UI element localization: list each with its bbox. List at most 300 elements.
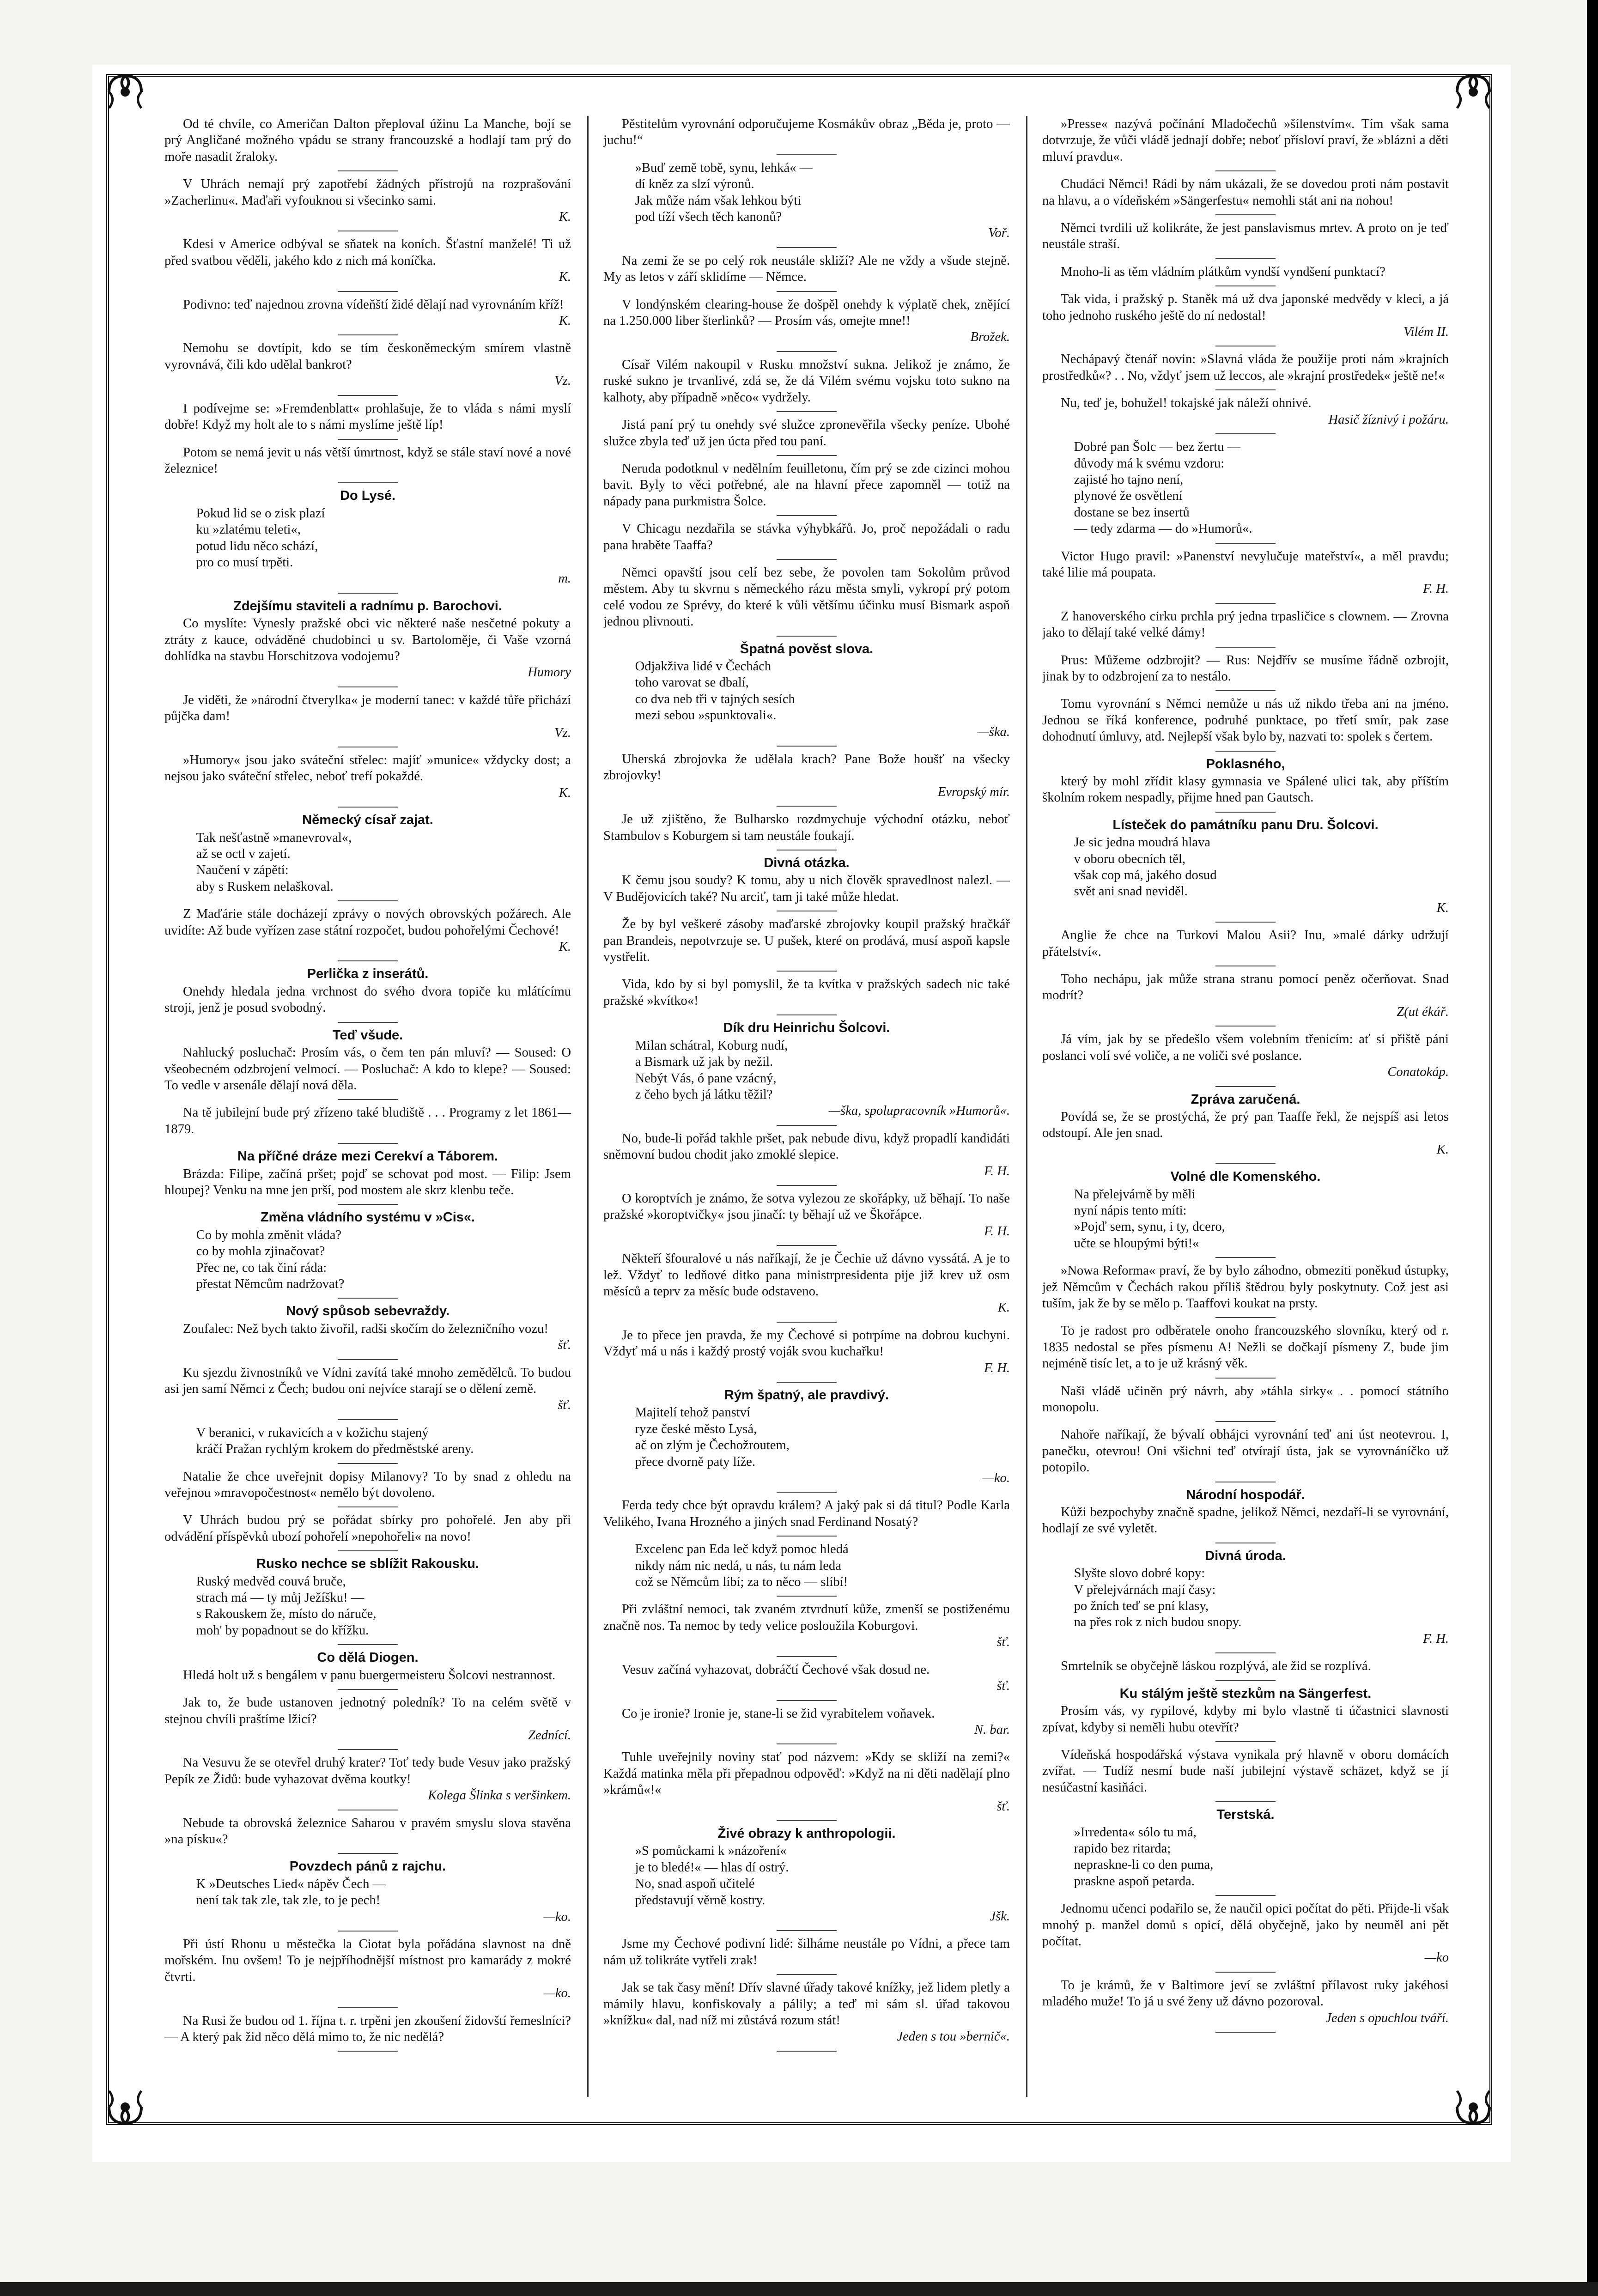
item-text: Brázda: Filipe, začíná pršet; pojď se schovat pod most. — Filip: Jsem hloupej? Venku na mne jen prší, pod mostem ale skrz klenbu teče. xyxy=(164,1166,571,1197)
item-separator xyxy=(777,1322,837,1323)
item-separator xyxy=(777,559,837,560)
item-separator xyxy=(777,1820,837,1821)
article-heading: Změna vládního systému v »Cis«. xyxy=(260,1210,475,1225)
news-item xyxy=(1042,696,1449,745)
news-item xyxy=(603,461,1010,510)
verse-line: No, snad aspoň učitelé xyxy=(635,1877,755,1891)
item-text: Jistá paní prý tu onehdy své služce zpronevěřila všecky peníze. Ubohé služce zbyla teď už jen úcta před tou paní. xyxy=(603,418,1010,449)
item-text: Kdesi v Americe odbýval se sňatek na koních. Šťastní manželé! Ti už před svatbou věděli, jakého kdo z nich má koníčka. xyxy=(164,237,571,268)
item-text: Já vím, jak by se předešlo všem volebním třenicím: ať si přiště páni poslanci volí své voliče, a ne voliči své poslance. xyxy=(1042,1032,1449,1063)
news-item xyxy=(603,751,1010,800)
column-2 xyxy=(603,116,1010,2097)
item-separator xyxy=(1215,543,1276,544)
item-signature: šť. xyxy=(558,1338,571,1353)
item-separator xyxy=(338,1749,398,1750)
article-heading: Nový spůsob sebevraždy. xyxy=(286,1304,450,1319)
verse-line: představují věrně kostry. xyxy=(635,1893,766,1907)
verse-item xyxy=(164,1876,571,1925)
item-text: Nahoře naříkají, že bývalí obhájci vyrovnání teď ani úst neotevrou. I, panečku, otevrou! Oni všichni teď otvírají ústa, jak se vyrovnáníčko už potopilo. xyxy=(1042,1427,1449,1475)
verse-line: až se octl v zajetí. xyxy=(196,847,291,862)
verse-line: mezi sebou »spunktovali«. xyxy=(635,708,777,723)
item-separator xyxy=(777,351,837,352)
item-separator xyxy=(1215,1026,1276,1027)
item-text: Vídeňská hospodářská výstava vynikala prý hlavně v oboru domácích zvířat. — Tudíž nesmí bude naší jubilejní výstavě schäzet, když se jí nesúčastní kasiňáci. xyxy=(1042,1747,1449,1795)
verse-line: ryze české město Lysá, xyxy=(635,1421,757,1436)
news-item xyxy=(164,984,571,1016)
news-item xyxy=(1042,608,1449,641)
item-text: Naši vládě učiněn prý návrh, aby »táhla sirky« . . pomocí státního monopolu. xyxy=(1042,1384,1449,1415)
item-signature: F. H. xyxy=(1423,1631,1449,1646)
item-text: V Chicagu nezdařila se stávka výhybkářů. Jo, proč nepožádali o radu pana hraběte Taaffa? xyxy=(603,522,1010,553)
item-separator xyxy=(1215,1680,1276,1681)
item-separator xyxy=(1215,433,1276,434)
item-text: Tomu vyrovnání s Němci nemůže u nás už nikdo třeba ani na jméno. Jednou se říká konference, podruhé punktace, po třetí smír, pak zase dohodnutí úmluvy, atd. Nejlepší však bylo by, nazvati to: spolek s čertem. xyxy=(1042,697,1449,744)
news-item xyxy=(1042,773,1449,806)
article-heading: Divná otázka. xyxy=(764,856,850,871)
verse-line: Na přelejvárně by měli xyxy=(1074,1187,1196,1202)
verse-line: důvody má k svému vzdoru: xyxy=(1074,456,1225,471)
news-item xyxy=(164,1512,571,1545)
item-signature: —ko. xyxy=(543,1986,571,2001)
verse-line: na přes rok z nich budou snopy. xyxy=(1074,1615,1242,1630)
column-rule xyxy=(1026,116,1027,2097)
scan-edge-bottom xyxy=(0,2282,1598,2296)
item-text: Němci opavští jsou celí bez sebe, že povolen tam Sokolům průvod městem. Aby tu skvrnu s německého rázu města smyli, vykropí prý potom celé vodou ze Sprévy, do které k vůli většímu účinku musí Bismark aspoň jednou plivnouti. xyxy=(603,565,1010,629)
item-signature: Conatokáp. xyxy=(1387,1065,1449,1080)
news-item xyxy=(603,521,1010,553)
item-text: Nebude ta obrovská železnice Saharou v pravém smyslu slova stavěna »na písku«? xyxy=(164,1816,571,1847)
verse-line: dostane se bez insertů xyxy=(1074,505,1190,520)
item-separator xyxy=(777,636,837,637)
item-text: Nu, teď je, bohužel! tokajské jak náleží ohnivé. xyxy=(1061,396,1312,411)
item-text: To je krámů, že v Baltimore jeví se zvláštní přílavost ruky jakéhosi mladého muže! To já u své ženy už dávno pozoroval. xyxy=(1042,1978,1449,2009)
item-text: Pěstitelům vyrovnání odporučujeme Kosmákův obraz „Běda je, proto — juchu!“ xyxy=(603,117,1010,148)
item-text: Jednomu učenci podařilo se, že naučil opici počítat do pěti. Přijde-li však mnohý p. manžel domů s opicí, dělá obyčejně, jako by neuměl ani pět počítat. xyxy=(1042,1901,1449,1949)
item-text: Nemohu se dovtípit, kdo se tím českoněmeckým smírem vlastně vyrovnává, čili kdo udělal bankrot? xyxy=(164,341,571,372)
item-separator xyxy=(777,455,837,456)
news-item xyxy=(164,297,571,329)
item-text: Je to přece jen pravda, že my Čechové si potrpíme na dobrou kuchyni. Vždyť má u nás i každý prostý voják svou kuchařku! xyxy=(603,1328,1010,1359)
item-text: Na Vesuvu že se otevřel druhý krater? Toť tedy bude Vesuv jako pražský Pepík ze Židů: bude vyhazovat dvěma koutky! xyxy=(164,1755,571,1786)
news-item xyxy=(164,1166,571,1199)
item-signature: Hasič žíznivý i požáru. xyxy=(1328,412,1449,427)
news-item xyxy=(164,1695,571,1743)
item-separator xyxy=(338,1143,398,1144)
item-signature: F. H. xyxy=(984,1361,1010,1375)
item-text: Mnoho-li as těm vládním plátkům vyndší vyndšení punktací? xyxy=(1061,264,1385,279)
item-text: Chudáci Němci! Rádi by nám ukázali, že se dovedou proti nám postavit na hlavu, a o vídeňském »Sängerfestu« nemohli stát ani na nohou! xyxy=(1042,177,1449,208)
verse-item xyxy=(1042,1824,1449,1890)
news-item xyxy=(603,976,1010,1009)
column-3 xyxy=(1042,116,1449,2097)
item-text: »Humory« jsou jako sváteční střelec: majíť »munice« vždycky dost; a nejsou jako sváteční střelec, neboť trefí pokaždé. xyxy=(164,753,571,784)
item-text: Vesuv začíná vyhazovat, dobráčtí Čechové však dosud ne. xyxy=(622,1662,930,1677)
item-signature: Zednící. xyxy=(528,1728,571,1743)
verse-line: Majitelí tehož panství xyxy=(635,1405,750,1420)
verse-item xyxy=(603,1038,1010,1119)
verse-line: Naučení v zápětí: xyxy=(196,863,289,878)
item-separator xyxy=(1215,603,1276,604)
item-separator xyxy=(777,247,837,248)
item-text: K čemu jsou soudy? K tomu, aby u nich člověk spravedlnost nalezl. — V Budějovicích také? Nu arciť, tam ji také může hledat. xyxy=(603,873,1010,904)
item-separator xyxy=(1215,751,1276,752)
item-separator xyxy=(777,746,837,747)
verse-item xyxy=(603,658,1010,740)
item-signature: Jeden s opuchlou tváří. xyxy=(1325,2011,1449,2025)
verse-line: co dva neb tři v tajných sesích xyxy=(635,692,795,706)
item-separator xyxy=(338,291,398,292)
news-item xyxy=(1042,116,1449,165)
item-separator xyxy=(1215,922,1276,923)
item-signature: šť. xyxy=(558,1398,571,1413)
item-signature: Z(ut ékář. xyxy=(1397,1004,1449,1019)
verse-line: v oboru obecních těl, xyxy=(1074,851,1186,866)
verse-item xyxy=(603,1541,1010,1590)
item-text: Smrtelník se obyčejně láskou rozplývá, ale žid se rozplívá. xyxy=(1061,1659,1371,1674)
news-item xyxy=(1042,652,1449,685)
item-signature: —ko xyxy=(1424,1950,1449,1965)
item-text: Vida, kdo by si byl pomyslil, že ta kvítka v pražských sadech nic také pražské »kvítko«! xyxy=(603,977,1010,1008)
article-heading: Národní hospodář. xyxy=(1186,1487,1305,1502)
verse-line: kráčí Pražan rychlým krokem do předměstské areny. xyxy=(196,1442,474,1457)
news-item xyxy=(1042,176,1449,209)
item-separator xyxy=(338,1550,398,1551)
news-item xyxy=(1042,971,1449,1020)
item-text: Z Maďárie stále docházejí zprávy o nových obrovských požárech. Ale uvidíte: Až bude vyřízen zase státní rozpočet, budou pohořelými Čechové! xyxy=(164,907,571,938)
news-item xyxy=(164,906,571,955)
item-separator xyxy=(338,1644,398,1645)
news-item xyxy=(603,1130,1010,1179)
news-item xyxy=(603,253,1010,285)
article-heading: Terstská. xyxy=(1216,1807,1275,1822)
item-text: Při ústí Rhonu u městečka la Ciotat byla pořádána slavnost na dně mořském. Inu ovšem! To je nejpříhodnější místnost pro kamarády z mokré čtvrti. xyxy=(164,1937,571,1984)
item-text: Anglie že chce na Turkovi Malou Asii? Inu, »malé dárky udržují přátelství«. xyxy=(1042,928,1449,959)
item-separator xyxy=(777,1125,837,1126)
item-separator xyxy=(1215,1801,1276,1802)
item-text: Zoufalec: Než bych takto živořil, radši skočím do železničního vozu! xyxy=(183,1321,548,1336)
item-text: Onehdy hledala jedna vrchnost do svého dvora topiče ku mlátícímu stroji, jenž je posud svobodný. xyxy=(164,984,571,1015)
article-heading: Teď všude. xyxy=(332,1027,403,1043)
news-item xyxy=(1042,1263,1449,1312)
verse-item xyxy=(164,1227,571,1293)
news-item xyxy=(164,1469,571,1501)
verse-line: Nebýt Vás, ó pane vzácný, xyxy=(635,1071,777,1086)
article-heading: Ku stálým ještě stezkům na Sängerfest. xyxy=(1119,1686,1372,1701)
news-item xyxy=(1042,927,1449,960)
item-text: Toho nechápu, jak může strana stranu pomocí peněz očerňovat. Snad modrít? xyxy=(1042,972,1449,1003)
item-separator xyxy=(338,1204,398,1205)
item-separator xyxy=(338,686,398,687)
news-item xyxy=(603,1749,1010,1815)
verse-line: rapido bez ritarda; xyxy=(1074,1841,1171,1856)
item-separator xyxy=(338,1853,398,1854)
article-heading: Co dělá Diogen. xyxy=(317,1650,419,1665)
verse-line: s Rakouskem že, místo do náruče, xyxy=(196,1607,377,1622)
verse-line: Milan schátral, Koburg nudí, xyxy=(635,1038,788,1053)
news-item xyxy=(164,1365,571,1414)
item-signature: K. xyxy=(559,940,571,954)
item-separator xyxy=(777,1536,837,1537)
item-separator xyxy=(777,1974,837,1975)
item-text: V Uhrách nemají prý zapotřebí žádných přístrojů na rozprašování »Zacherlinu«. Maďaři vyfouknou si všecinko sami. xyxy=(164,177,571,208)
verse-line: strach má — ty můj Ježíšku! — xyxy=(196,1591,365,1605)
item-text: Prus: Můžeme odzbrojit? — Rus: Nejdřív se musíme řádně ozbrojit, jinak by to odzbrojení za to nestálo. xyxy=(1042,653,1449,684)
item-separator xyxy=(777,515,837,516)
verse-line: Přec ne, co tak činí ráda: xyxy=(196,1260,327,1275)
verse-line: po žních teď se pní klasy, xyxy=(1074,1599,1209,1614)
item-text: Je už zjištěno, že Bulharsko rozdmychuje východní otázku, neboť Stambulov s Koburgem si tam neustále foukají. xyxy=(603,812,1010,843)
corner-ornament-icon xyxy=(1452,2086,1494,2128)
item-text: Kůži bezpochyby značně spadne, jelikož Němci, nezdaří-li se vyrovnání, hodlají ze své vyletět. xyxy=(1042,1505,1449,1536)
item-separator xyxy=(1215,1895,1276,1896)
item-separator xyxy=(1215,1652,1276,1653)
news-item xyxy=(1042,548,1449,597)
item-signature: Kolega Šlinka s veršinkem. xyxy=(428,1788,571,1803)
item-text: »Nowa Reforma« praví, že by bylo záhodno, obmeziti poněkud ústupky, jež Němcům v Čechách rakou příliš štědrou byly poskytnuty. Což jest asi tuším, jak že by se mělo p. Taaffovi koukat na prsty. xyxy=(1042,1263,1449,1311)
item-separator xyxy=(1215,214,1276,215)
item-signature: Voř. xyxy=(988,226,1010,241)
item-signature: K. xyxy=(559,314,571,328)
item-signature: šť. xyxy=(996,1635,1010,1650)
verse-line: co by mohla zjinačovat? xyxy=(196,1244,325,1259)
item-text: O koroptvích je známo, že sotva vylezou ze skořápky, už běhají. To naše pražské »koroptvičky« jsou jinačí: ty běhají už ve Škořápce. xyxy=(603,1191,1010,1222)
news-item xyxy=(603,1936,1010,1968)
verse-line: Slyšte slovo dobré kopy: xyxy=(1074,1566,1205,1581)
corner-ornament-icon xyxy=(1452,71,1494,113)
verse-line: »Buď země tobě, synu, lehká« — xyxy=(635,160,813,175)
verse-item xyxy=(1042,1565,1449,1647)
item-text: Nechápavý čtenář novin: »Slavná vláda že použije proti nám »krajních prostředků«? . . No, vždyť jsem už leccos, ale »krajní prostředek« ještě ne!« xyxy=(1042,352,1449,383)
news-item xyxy=(1042,395,1449,428)
verse-line: »S pomůckami k »názoření« xyxy=(635,1844,787,1859)
item-text: Hledá holt už s bengálem v panu buergermeisteru Šolcovi nestrannost. xyxy=(183,1668,556,1683)
item-text: Z hanoverského cirku prchla prý jedna trpasličice s clownem. — Zrovna jako to dělají také velké dámy! xyxy=(1042,609,1449,640)
article-heading: Zdejšímu staviteli a radnímu p. Barochovi. xyxy=(233,598,502,613)
item-text: Ku sjezdu živnostníků ve Vídni zavítá také mnoho zemědělců. To budou asi jen samí Němci z Čech; budou oni nejvíce starají se o dělení země. xyxy=(164,1365,571,1396)
news-item xyxy=(1042,220,1449,253)
verse-line: pod tíží všech těch kanonů? xyxy=(635,210,782,225)
verse-line: Pokud lid se o zisk plazí xyxy=(196,506,325,521)
item-separator xyxy=(1215,285,1276,286)
item-signature: —ko. xyxy=(543,1909,571,1924)
item-text: V londýnském clearing-house že došpěl onehdy k výplatě chek, znějící na 1.250.000 liber šterlinků? — Prosím vás, omejte mne!! xyxy=(603,297,1010,328)
item-separator xyxy=(338,960,398,961)
item-separator xyxy=(338,334,398,335)
verse-line: nyní nápis tento míti: xyxy=(1074,1203,1187,1218)
item-separator xyxy=(777,1700,837,1701)
item-signature: F. H. xyxy=(1423,582,1449,596)
item-signature: Jšk. xyxy=(990,1909,1010,1924)
item-separator xyxy=(1215,647,1276,648)
verse-line: toho varovat se dbalí, xyxy=(635,675,749,690)
news-item xyxy=(603,417,1010,449)
item-separator xyxy=(1215,1163,1276,1164)
verse-line: nikdy nám nic nedá, u nás, tu nám leda xyxy=(635,1558,841,1573)
item-separator xyxy=(338,807,398,808)
item-signature: Vilém II. xyxy=(1404,325,1449,340)
news-item xyxy=(1042,1383,1449,1416)
verse-line: svět ani snad neviděl. xyxy=(1074,884,1188,899)
item-separator xyxy=(777,1743,837,1744)
verse-line: Excelenc pan Eda leč když pomoc hledá xyxy=(635,1542,849,1557)
news-item xyxy=(164,444,571,477)
news-item xyxy=(1042,1031,1449,1080)
article-heading: Volné dle Komenského. xyxy=(1170,1169,1321,1184)
item-text: Že by byl veškeré zásoby maďarské zbrojovky koupil pražský hračkář pan Brandeis, nepotvrzuje se. U pušek, které on prodává, musí aspoň kapsle vystřelit. xyxy=(603,917,1010,965)
item-separator xyxy=(1215,1317,1276,1318)
item-separator xyxy=(1215,1378,1276,1379)
verse-line: V beranici, v rukavicích a v kožichu stajený xyxy=(196,1425,429,1440)
article-heading: Povzdech pánů z rajchu. xyxy=(289,1859,446,1874)
item-signature: m. xyxy=(558,571,571,586)
news-item xyxy=(1042,1703,1449,1736)
item-text: Od té chvíle, co Američan Dalton přeploval úžinu La Manche, bojí se prý Angličané možného vpádu se strany francouzské a hodlají tam prý do moře nasadit žraloky. xyxy=(164,117,571,164)
news-item xyxy=(1042,1323,1449,1372)
item-text: Co myslíte: Vynesly pražské obci vic některé naše nesčetné pokuty a ztráty z kauce, odváděné chudobinci u sv. Bartoloměje, či Vaše vzorná dohlídka na stavbu Horschitzova vodojemu? xyxy=(164,616,571,663)
verse-line: K »Deutsches Lied« nápěv Čech — xyxy=(196,1877,386,1891)
item-signature: K. xyxy=(559,210,571,225)
verse-line: Tak nešťastně »manevroval«, xyxy=(196,830,352,845)
item-text: »Presse« nazývá počínání Mladočechů »šílenstvím«. Tím však sama dotvrzuje, že vůči vládě jednají dobře; neboť přísloví praví, že »blázni a děti mluví pravdu«. xyxy=(1042,117,1449,164)
news-item xyxy=(164,401,571,433)
verse-line: potud lidu něco schází, xyxy=(196,539,318,553)
news-item xyxy=(164,176,571,225)
verse-line: Odjakživa lidé v Čechách xyxy=(635,659,772,674)
news-item xyxy=(1042,1901,1449,1966)
verse-item xyxy=(603,160,1010,242)
article-heading: Špatná pověst slova. xyxy=(740,641,874,656)
item-signature: —ko. xyxy=(982,1471,1010,1486)
news-item xyxy=(164,1105,571,1137)
article-heading: Do Lysé. xyxy=(340,488,395,504)
verse-line: zajisté ho tajno není, xyxy=(1074,472,1184,487)
verse-line: »Pojď sem, synu, i ty, dcero, xyxy=(1074,1220,1225,1234)
item-separator xyxy=(338,1099,398,1100)
news-item xyxy=(603,1191,1010,1239)
item-text: Císař Vilém nakoupil v Rusku množství sukna. Jelikož je známo, že ruské sukno je trvanlivé, zdá se, že dá Vilém svému vojsku toto sukno na kalhoty, aby případně »něco« vydržely. xyxy=(603,357,1010,405)
news-item xyxy=(603,811,1010,844)
item-text: Při zvláštní nemoci, tak zvaném ztvrdnutí kůže, zmenší se postiženému značně nos. Ta nemoc by tedy velice posloužila Koburgovi. xyxy=(603,1602,1010,1633)
article-heading: Na příčné dráze mezi Cerekví a Táborem. xyxy=(237,1149,498,1164)
verse-line: z čeho bych já látku těžil? xyxy=(635,1087,773,1102)
item-signature: —ška, spolupracovník »Humorů«. xyxy=(828,1104,1010,1118)
verse-line: moh' by popadnout se do křížku. xyxy=(196,1623,369,1638)
news-item xyxy=(1042,1109,1449,1158)
news-item xyxy=(1042,1977,1449,2026)
item-separator xyxy=(777,411,837,412)
news-item xyxy=(164,615,571,681)
item-signature: K. xyxy=(997,1300,1010,1315)
item-separator xyxy=(338,1689,398,1690)
item-separator xyxy=(338,1419,398,1420)
news-item xyxy=(164,1936,571,2002)
article-heading: Divná úroda. xyxy=(1205,1548,1286,1563)
verse-line: praskne aspoň petarda. xyxy=(1074,1874,1195,1889)
item-signature: K. xyxy=(1436,900,1449,915)
item-signature: Evropský mír. xyxy=(937,784,1010,799)
news-item xyxy=(164,1755,571,1804)
article-heading: Lísteček do památníku panu Dru. Šolcovi. xyxy=(1112,817,1379,832)
news-item xyxy=(164,340,571,389)
item-separator xyxy=(1215,258,1276,259)
news-item xyxy=(164,1667,571,1683)
verse-line: Ruský medvěd couvá bruče, xyxy=(196,1574,346,1589)
item-separator xyxy=(1215,1086,1276,1087)
article-heading: Německý císař zajat. xyxy=(302,813,433,828)
verse-line: Jak může nám však lehkou býti xyxy=(635,193,802,208)
item-text: Ferda tedy chce být opravdu králem? A jaký pak si dá titul? Podle Karla Velikého, Ivana Hrozného a jiných snad Ferdinand Nosatý? xyxy=(603,1498,1010,1529)
item-separator xyxy=(1215,1257,1276,1258)
item-separator xyxy=(777,1596,837,1597)
item-separator xyxy=(338,1298,398,1299)
item-text: V Uhrách budou prý se pořádat sbírky pro pohořelé. Jen aby při odvádění příspěvků ubozí pohořelí »nepohořeli« na novo! xyxy=(164,1513,571,1544)
item-separator xyxy=(338,395,398,396)
item-separator xyxy=(777,154,837,155)
verse-line: je to bledé!« — hlas dí ostrý. xyxy=(635,1860,789,1875)
verse-line: ač on zlým je Čechožroutem, xyxy=(635,1438,790,1453)
corner-ornament-icon xyxy=(104,71,146,113)
item-signature: Humory xyxy=(528,665,571,680)
item-separator xyxy=(1215,812,1276,813)
item-signature: Jeden s tou »bernič«. xyxy=(897,2029,1010,2044)
news-item xyxy=(1042,1747,1449,1796)
verse-line: »Irredenta« sólo tu má, xyxy=(1074,1825,1197,1840)
news-item xyxy=(1042,291,1449,340)
item-text: Natalie že chce uveřejnit dopisy Milanovy? To by snad z ohledu na veřejnou »mravopočestnost« nemělo být dovoleno. xyxy=(164,1469,571,1500)
item-text: Je viděti, že »národní čtverylka« je moderní tanec: v každé tůře přichází půjčka dam! xyxy=(164,692,571,724)
verse-line: ku »zlatému teleti«, xyxy=(196,522,301,537)
item-separator xyxy=(338,439,398,440)
item-text: Na zemi že se po celý rok neustále skliží? Ale ne vždy a všude stejně. My as letos v září sklidíme — Němce. xyxy=(603,253,1010,285)
news-item xyxy=(603,565,1010,630)
item-text: Povídá se, že se prostýchá, že prý pan Taaffe řekl, že nejspíš asi letos odstoupí. Ale jen snad. xyxy=(1042,1109,1449,1141)
article-heading: Perlička z inserátů. xyxy=(307,966,429,982)
news-item xyxy=(603,1706,1010,1738)
verse-line: přestat Němcům nadržovat? xyxy=(196,1276,345,1291)
item-text: Někteří šfouralové u nás naříkají, že je Čechie už dávno vyssátá. A je to lež. Vždyť to ledňové ditko pana ministrpresidenta pije již krev už osm měsíců a teprv za měsíc bude odstaveno. xyxy=(603,1251,1010,1299)
item-signature: —ška. xyxy=(977,724,1010,739)
item-separator xyxy=(1215,1741,1276,1742)
verse-item xyxy=(164,830,571,895)
news-item xyxy=(164,2013,571,2046)
page-frame xyxy=(106,74,1492,2125)
item-separator xyxy=(338,2007,398,2008)
article-heading: Rým špatný, ale pravdivý. xyxy=(724,1388,889,1403)
item-separator xyxy=(777,1185,837,1186)
news-item xyxy=(603,1327,1010,1376)
item-separator xyxy=(1215,1972,1276,1973)
item-text: No, bude-li pořád takhle pršet, pak nebude divu, když propadlí kandidáti sněmovní budou chodit jako zmoklé slepice. xyxy=(603,1131,1010,1162)
item-text: I podívejme se: »Fremdenblatt« prohlašuje, že to vláda s námi myslí dobře! Když my holt ale to s námi myslíme ještě líp! xyxy=(164,401,571,432)
news-item xyxy=(603,1980,1010,2045)
item-separator xyxy=(777,2051,837,2052)
item-separator xyxy=(338,482,398,483)
item-text: To je radost pro odběratele onoho francouzského slovníku, který od r. 1835 nedostal se přes písmenu A! Nežli se dočkají písmeny Z, bude jim nejméně tisíc let, a to je už krásný věk. xyxy=(1042,1324,1449,1371)
item-signature: N. bar. xyxy=(974,1722,1010,1737)
item-separator xyxy=(777,291,837,292)
item-separator xyxy=(777,1014,837,1015)
news-item xyxy=(603,1662,1010,1695)
item-separator xyxy=(777,806,837,807)
news-item xyxy=(164,236,571,285)
news-item xyxy=(164,692,571,741)
verse-item xyxy=(164,1425,571,1458)
news-item xyxy=(603,872,1010,905)
verse-line: nepraskne-li co den puma, xyxy=(1074,1858,1214,1872)
item-text: Prosím vás, vy rypilové, kdyby mi bylo vlastně ti účastnici slavnosti zpívat, kdyby si neměli hubu otevřít? xyxy=(1042,1704,1449,1735)
verse-line: — tedy zdarma — do »Humorů«. xyxy=(1074,522,1252,536)
item-separator xyxy=(1215,170,1276,171)
